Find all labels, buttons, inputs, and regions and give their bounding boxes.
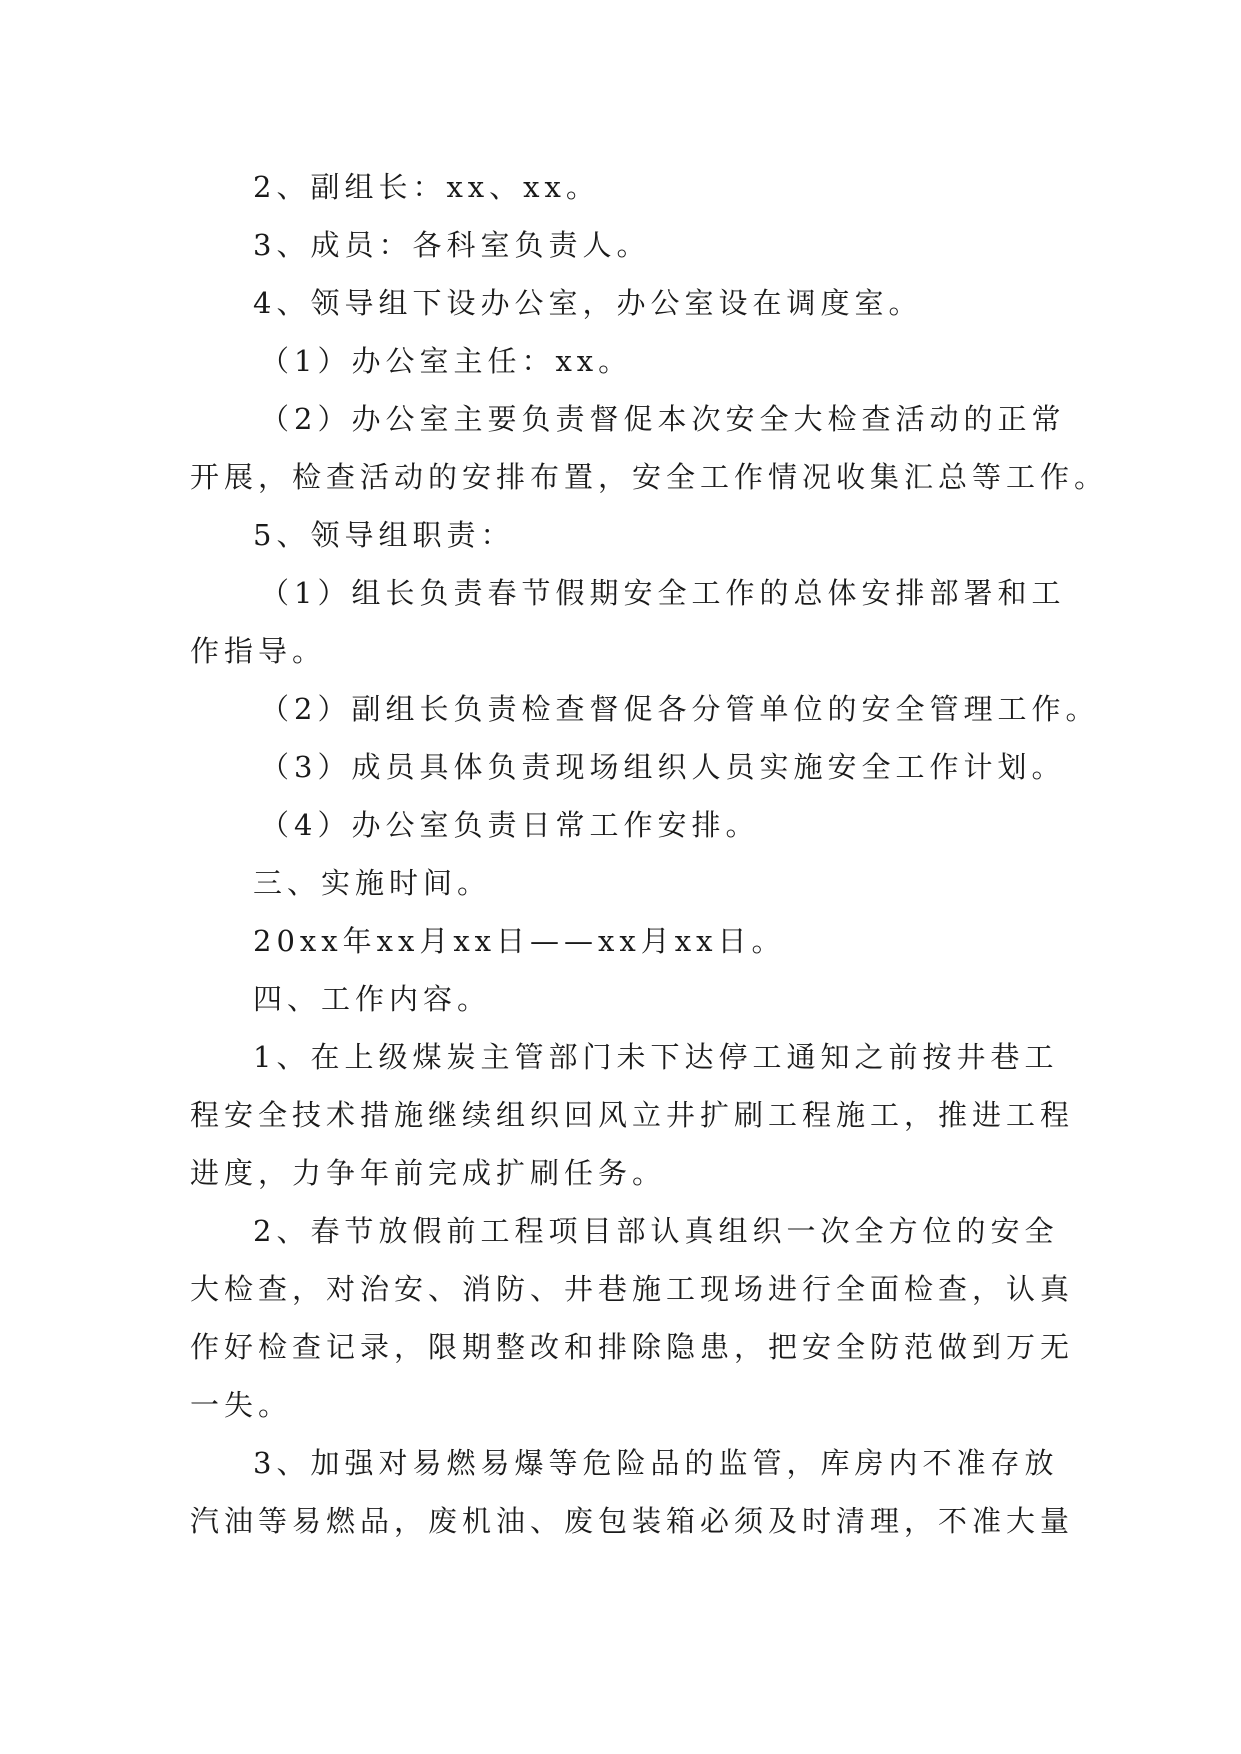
text-line: 作指导。 — [190, 634, 327, 668]
text-line: （2）办公室主要负责督促本次安全大检查活动的正常 — [260, 402, 1066, 436]
text-line: （3）成员具体负责现场组织人员实施安全工作计划。 — [260, 750, 1066, 784]
text-line: （2）副组长负责检查督促各分管单位的安全管理工作。 — [260, 692, 1100, 726]
text-line: 3、加强对易燃易爆等危险品的监管，库房内不准存放 — [253, 1446, 1059, 1480]
text-line: 20xx年xx月xx日——xx月xx日。 — [253, 924, 786, 958]
document-body — [190, 158, 1109, 1550]
text-line: 1、在上级煤炭主管部门未下达停工通知之前按井巷工 — [253, 1040, 1059, 1074]
text-line: 汽油等易燃品，废机油、废包装箱必须及时清理，不准大量 — [190, 1504, 1075, 1538]
text-line: （1）办公室主任：xx。 — [260, 344, 633, 378]
text-line: 5、领导组职责： — [253, 518, 515, 552]
section-heading: 三、实施时间。 — [253, 866, 492, 900]
text-line: （1）组长负责春节假期安全工作的总体安排部署和工 — [260, 576, 1066, 610]
text-line: 进度，力争年前完成扩刷任务。 — [190, 1156, 667, 1190]
text-line: 2、春节放假前工程项目部认真组织一次全方位的安全 — [253, 1214, 1059, 1248]
text-line: 一失。 — [190, 1388, 293, 1422]
text-line: （4）办公室负责日常工作安排。 — [260, 808, 760, 842]
text-line: 作好检查记录，限期整改和排除隐患，把安全防范做到万无 — [190, 1330, 1075, 1364]
text-line: 程安全技术措施继续组织回风立井扩刷工程施工，推进工程 — [190, 1098, 1075, 1132]
text-line: 大检查，对治安、消防、井巷施工现场进行全面检查，认真 — [190, 1272, 1075, 1306]
text-line: 4、领导组下设办公室，办公室设在调度室。 — [253, 286, 923, 320]
text-line: 3、成员：各科室负责人。 — [253, 228, 651, 262]
text-line: 2、副组长：xx、xx。 — [253, 170, 600, 204]
section-heading: 四、工作内容。 — [253, 982, 492, 1016]
text-line: 开展，检查活动的安排布置，安全工作情况收集汇总等工作。 — [190, 460, 1109, 494]
